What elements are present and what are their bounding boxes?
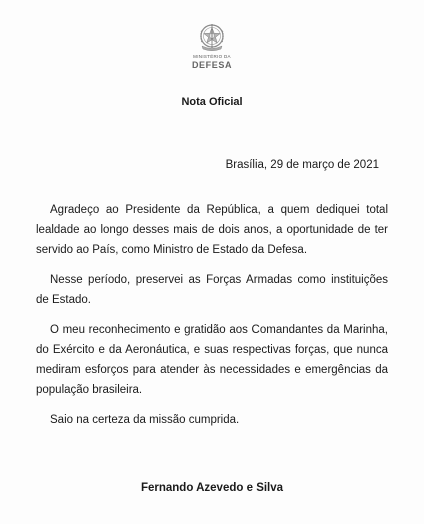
ministry-line: MINISTÉRIO DA — [193, 54, 231, 59]
document-body — [36, 200, 388, 440]
place-date: Brasília, 29 de março de 2021 — [225, 159, 379, 171]
paragraph-commanders: O meu reconhecimento e gratidão aos Comandantes da Marinha, do Exército e da Aeronáutica, e suas respectivas forças, que nunca mediram esforços para atender às necessidades e emergências da população brasileira. — [36, 324, 388, 396]
ministry-name: DEFESA — [191, 60, 233, 70]
document-title: Nota Oficial — [181, 96, 243, 108]
paragraph-armed-forces: Nesse período, preservei as Forças Armadas como instituições de Estado. — [36, 274, 388, 306]
paragraph-gratitude-president: Agradeço ao Presidente da República, a quem dediquei total lealdade ao longo desses mais de dois anos, a oportunidade de ter servido ao País, como Ministro de Estado da Defesa. — [36, 204, 388, 256]
coat-of-arms-icon — [197, 22, 227, 52]
letterhead — [0, 22, 424, 70]
paragraph-closing: Saio na certeza da missão cumprida. — [50, 414, 240, 426]
signature-name: Fernando Azevedo e Silva — [140, 482, 284, 494]
